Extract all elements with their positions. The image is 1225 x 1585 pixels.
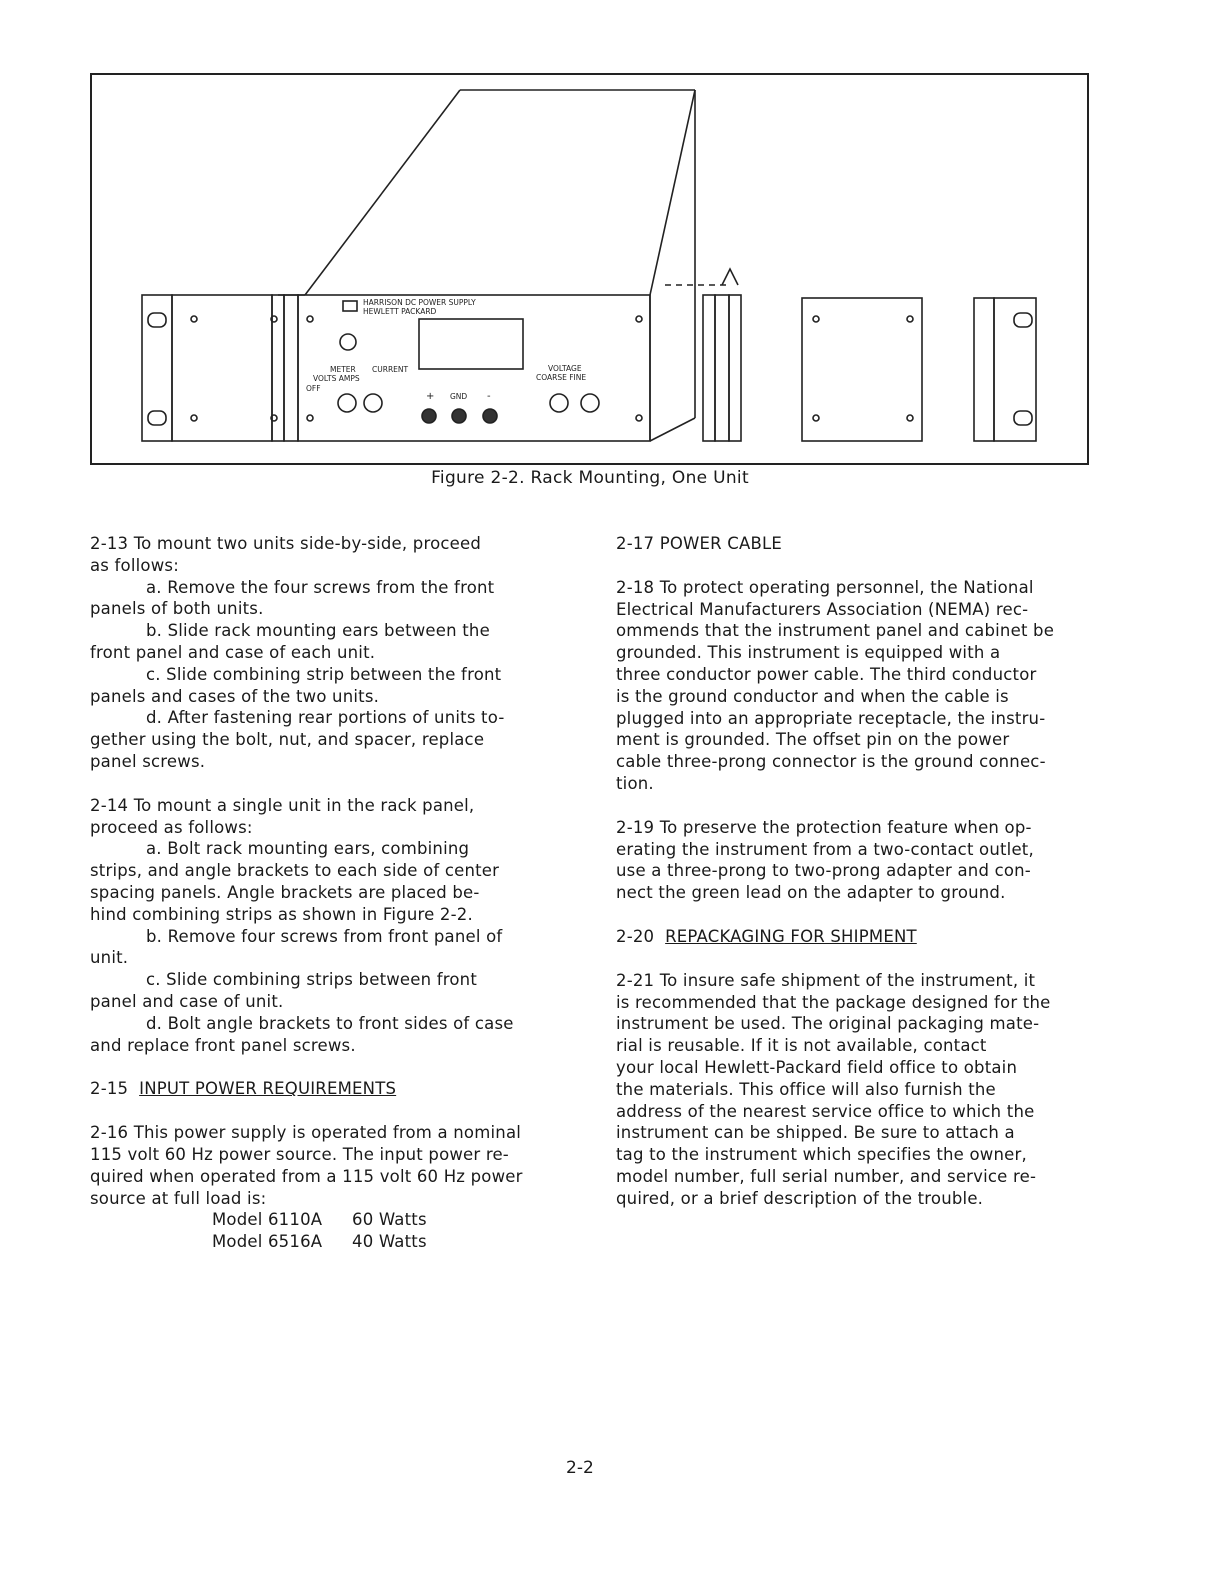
text-line: quired, or a brief description of the trouble. bbox=[616, 1188, 984, 1208]
text-line: cable three-prong connector is the ground connec- bbox=[616, 752, 1046, 772]
text-line: model number, full serial number, and service re- bbox=[616, 1166, 1037, 1186]
text-line: panels of both units. bbox=[90, 599, 264, 619]
text-line: three conductor power cable. The third conductor bbox=[616, 664, 1037, 684]
heading-title: INPUT POWER REQUIREMENTS bbox=[139, 1079, 397, 1099]
text-line: use a three-prong to two-prong adapter and con- bbox=[616, 861, 1031, 881]
panel-brand-line1: HARRISON DC POWER SUPPLY bbox=[363, 298, 476, 307]
model-power: 60 Watts bbox=[352, 1210, 427, 1230]
page-number: 2-2 bbox=[566, 1458, 594, 1478]
panel-brand-line2: HEWLETT PACKARD bbox=[363, 307, 437, 316]
text-line: panel and case of unit. bbox=[90, 991, 284, 1011]
right-column bbox=[616, 533, 1094, 1210]
step-a: a. Remove the four screws from the front bbox=[146, 577, 495, 597]
rack-mounting-figure bbox=[90, 73, 1090, 466]
text-line: 115 volt 60 Hz power source. The input power re- bbox=[90, 1144, 509, 1164]
text-line: your local Hewlett-Packard field office to obtain bbox=[616, 1057, 1018, 1077]
text-line: proceed as follows: bbox=[90, 817, 253, 837]
figure-caption: Figure 2-2. Rack Mounting, One Unit bbox=[431, 468, 749, 488]
panel-coarse-fine-label: COARSE FINE bbox=[536, 373, 587, 382]
text-line: the materials. This office will also furnish the bbox=[616, 1079, 996, 1099]
text-line: panels and cases of the two units. bbox=[90, 686, 380, 706]
step-b-single: b. Remove four screws from front panel of bbox=[146, 926, 503, 946]
text-line: rial is reusable. If it is not available, contact bbox=[616, 1036, 987, 1056]
panel-off-label: OFF bbox=[306, 384, 321, 393]
model-power: 40 Watts bbox=[352, 1232, 427, 1252]
panel-voltage-label: VOLTAGE bbox=[548, 364, 582, 373]
text-line: source at full load is: bbox=[90, 1188, 267, 1208]
panel-plus-label: + bbox=[426, 391, 435, 402]
para-2-16: 2-16 This power supply is operated from a nominal bbox=[90, 1123, 522, 1143]
heading-2-20 bbox=[616, 926, 1094, 948]
rack-mounting-drawing bbox=[90, 73, 1090, 466]
heading-title: REPACKAGING FOR SHIPMENT bbox=[665, 926, 917, 946]
text-line: is the ground conductor and when the cable is bbox=[616, 686, 1009, 706]
heading-2-17: 2-17 POWER CABLE bbox=[616, 534, 783, 553]
text-line: front panel and case of each unit. bbox=[90, 642, 376, 662]
text-line: instrument be used. The original packaging mate- bbox=[616, 1014, 1040, 1034]
heading-number: 2-20 bbox=[616, 926, 655, 946]
heading-number: 2-15 bbox=[90, 1079, 129, 1099]
text-line: is recommended that the package designed for the bbox=[616, 992, 1051, 1012]
step-c-single: c. Slide combining strips between front bbox=[146, 970, 477, 990]
text-line: tion. bbox=[616, 773, 654, 793]
text-line: nect the green lead on the adapter to ground. bbox=[616, 883, 1006, 903]
panel-minus-label: - bbox=[487, 391, 491, 402]
text-line: Electrical Manufacturers Association (NEMA) rec- bbox=[616, 599, 1029, 619]
text-line: erating the instrument from a two-contact outlet, bbox=[616, 839, 1034, 859]
text-line: strips, and angle brackets to each side of center bbox=[90, 861, 500, 881]
text-line: and replace front panel screws. bbox=[90, 1035, 356, 1055]
model-name: Model 6110A bbox=[212, 1210, 323, 1230]
step-d: d. After fastening rear portions of units to- bbox=[146, 708, 505, 728]
text-line: address of the nearest service office to which the bbox=[616, 1101, 1035, 1121]
text-line: tag to the instrument which specifies the owner, bbox=[616, 1145, 1027, 1165]
text-line: quired when operated from a 115 volt 60 Hz power bbox=[90, 1166, 523, 1186]
text-line: spacing panels. Angle brackets are placed be- bbox=[90, 882, 480, 902]
heading-2-15 bbox=[90, 1078, 580, 1100]
panel-gnd-label: GND bbox=[450, 392, 468, 401]
text-line: instrument can be shipped. Be sure to attach a bbox=[616, 1123, 1015, 1143]
panel-volts-amps-label: VOLTS AMPS bbox=[313, 374, 360, 383]
text-line: unit. bbox=[90, 948, 129, 968]
text-line: ment is grounded. The offset pin on the power bbox=[616, 730, 1010, 750]
para-2-18: 2-18 To protect operating personnel, the National bbox=[616, 577, 1034, 597]
step-c: c. Slide combining strip between the front bbox=[146, 664, 502, 684]
text-line: grounded. This instrument is equipped with a bbox=[616, 643, 1001, 663]
model-name: Model 6516A bbox=[212, 1232, 323, 1252]
panel-current-label: CURRENT bbox=[372, 365, 409, 374]
para-2-21: 2-21 To insure safe shipment of the instrument, it bbox=[616, 970, 1036, 990]
para-2-19: 2-19 To preserve the protection feature when op- bbox=[616, 817, 1032, 837]
model-row bbox=[90, 1231, 580, 1253]
left-column bbox=[90, 533, 580, 1253]
para-2-14: 2-14 To mount a single unit in the rack panel, bbox=[90, 795, 475, 815]
step-b: b. Slide rack mounting ears between the bbox=[146, 621, 490, 641]
text-line: plugged into an appropriate receptacle, the instru- bbox=[616, 708, 1046, 728]
step-a-single: a. Bolt rack mounting ears, combining bbox=[146, 839, 470, 859]
para-2-13: 2-13 To mount two units side-by-side, proceed bbox=[90, 534, 482, 553]
step-d-single: d. Bolt angle brackets to front sides of case bbox=[146, 1013, 514, 1033]
text-line: panel screws. bbox=[90, 751, 206, 771]
text-line: hind combining strips as shown in Figure 2-2. bbox=[90, 904, 473, 924]
model-row bbox=[90, 1209, 580, 1231]
text-line: as follows: bbox=[90, 555, 179, 575]
panel-meter-label: METER bbox=[330, 365, 356, 374]
text-line: ommends that the instrument panel and cabinet be bbox=[616, 621, 1055, 641]
text-line: gether using the bolt, nut, and spacer, replace bbox=[90, 730, 485, 750]
